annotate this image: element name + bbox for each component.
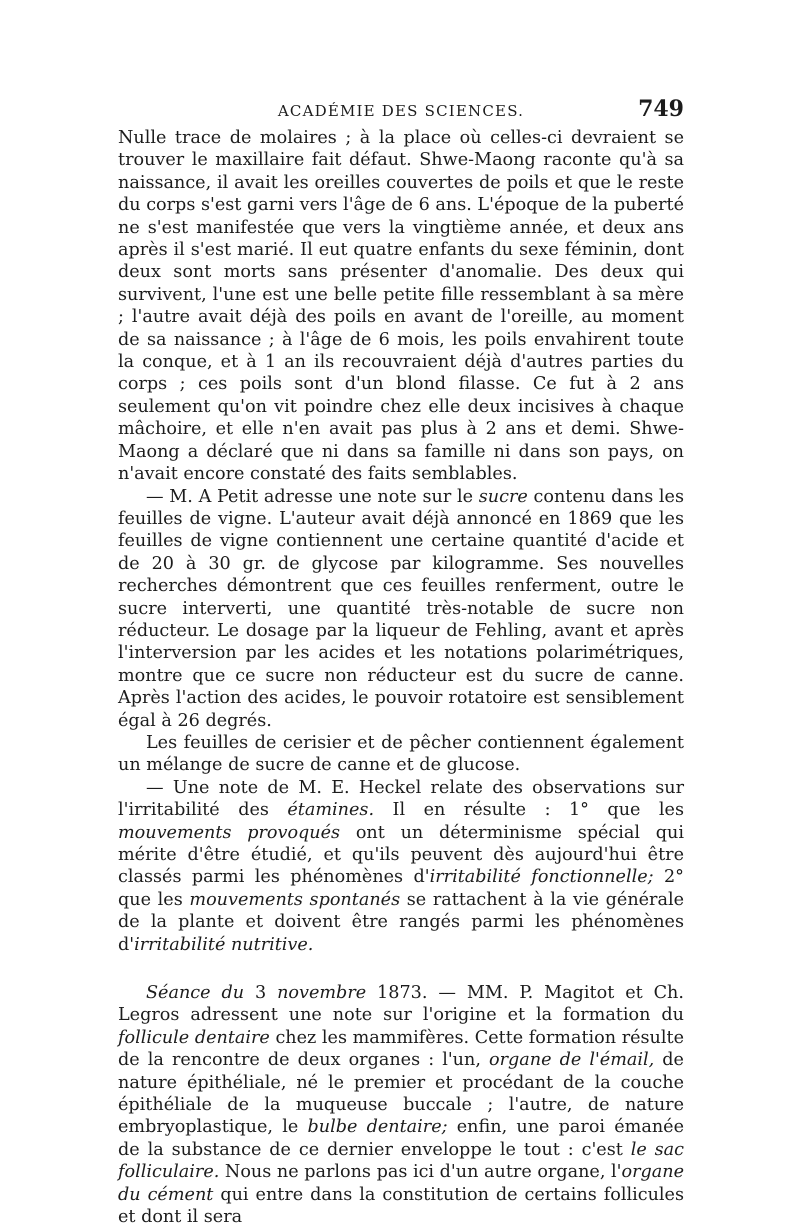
paragraph-petit-sucre xyxy=(118,486,684,732)
text-run: contenu dans les feuilles de vigne. L'auteur avait déjà annoncé en 1869 que les feuilles de vigne contiennent une certaine quantité d'acide et de 20 à 30 gr. de glycose par kilogramme. Ses nouvelles recherches démontrent que ces feuilles renferment, outre le sucre interverti, une quantité très-notable de sucre non réducteur. Le dosage par la liqueur de Fehling, avant et après l'interversion par les acides et les notations polarimétriques, montre que ce sucre non réducteur est du sucre de canne. Après l'action des acides, le pouvoir rotatoire est sensiblement égal à 26 degrés. xyxy=(118,486,684,731)
italic-run: bulbe dentaire; xyxy=(307,1117,448,1138)
paragraph-text: Les feuilles de cerisier et de pêcher contiennent également un mélange de sucre de canne et de glucose. xyxy=(118,732,684,776)
italic-run: irritabilité fonctionnelle; xyxy=(429,867,654,888)
italic-run: follicule dentaire xyxy=(118,1027,270,1048)
paragraph-shwe-maong xyxy=(118,127,684,486)
text-run: se rattachent à la vie générale de la plante et doivent être rangés parmi les phénomènes d' xyxy=(118,889,684,955)
text-run: ont un déterminisme spécial qui mérite d'être étudié, et qu'ils peuvent dès aujourd'hui être classés parmi les phénomènes d' xyxy=(118,822,684,888)
italic-run: novembre xyxy=(277,983,367,1004)
text-run: — Une note de M. E. Heckel relate des observations sur l'irritabilité des xyxy=(118,777,684,821)
italic-run: le sac folliculaire. xyxy=(118,1139,684,1183)
italic-run: irritabilité nutritive. xyxy=(134,934,314,955)
body-text xyxy=(118,127,684,1229)
italic-run: étamines. xyxy=(287,800,375,821)
text-run: chez les mammifères. Cette formation résulte de la rencontre de deux organes : l'un, xyxy=(118,1027,684,1071)
page-header xyxy=(118,96,684,126)
text-run: Nous ne parlons pas ici d'un autre organe, l' xyxy=(219,1162,622,1183)
text-run: de nature épithéliale, né le premier et procédant de la couche épithéliale de la muqueuse buccale ; l'autre, de nature embryoplastique, le xyxy=(118,1050,684,1138)
italic-run: organe de l'émail, xyxy=(489,1050,655,1071)
paragraph-heckel xyxy=(118,777,684,956)
text-run: Il en résulte : 1° que les xyxy=(374,800,684,821)
text-run: 3 xyxy=(244,983,278,1004)
italic-run: organe du cément xyxy=(118,1162,684,1205)
page-number: 749 xyxy=(638,96,684,122)
paragraph-text: Nulle trace de molaires ; à la place où celles-ci devraient se trouver le maxillaire fait défaut. Shwe-Maong raconte qu'à sa naissance, il avait les oreilles couvertes de poils et que le reste du corps s'est garni vers l'âge de 6 ans. L'époque de la puberté ne s'est manifestée que vers la vingtième année, et deux ans après il s'est marié. Il eut quatre enfants du sexe féminin, dont deux sont morts sans présenter d'anomalie. Des deux qui survivent, l'une est une belle petite fille ressemblant à sa mère ; l'autre avait déjà des poils en avant de l'oreille, au moment de sa naissance ; à l'âge de 6 mois, les poils envahirent toute la conque, et à 1 an ils recouvraient déjà d'autres parties du corps ; ces poils sont d'un blond filasse. Ce fut à 2 ans seulement qu'on vit poindre chez elle deux incisives à chaque mâchoire, et elle n'en avait pas plus à 2 ans et demi. Shwe-Maong a déclaré que ni dans sa famille ni dans son pays, on n'avait encore constaté des faits semblables. xyxy=(118,128,684,485)
italic-run: sucre xyxy=(478,486,528,507)
running-head: ACADÉMIE DES SCIENCES. xyxy=(277,102,525,120)
text-run: enfin, une paroi émanée de la substance de ce dernier enveloppe le tout : c'est xyxy=(118,1117,685,1160)
text-run: 1873. — MM. P. Magitot et Ch. Legros adressent une note sur l'origine et la formation du xyxy=(118,983,684,1026)
italic-run: Séance du xyxy=(146,983,245,1004)
italic-run: mouvements spontanés xyxy=(189,889,401,910)
paragraph-cerisier xyxy=(118,732,684,777)
text-run: qui entre dans la constitution de certains follicules et dont il sera xyxy=(118,1184,684,1228)
text-run: 2° que les xyxy=(118,867,684,910)
italic-run: mouvements provoqués xyxy=(118,822,341,843)
text-run: — M. A Petit adresse une note sur le xyxy=(146,486,479,507)
paragraph-seance-magitot xyxy=(118,982,684,1228)
